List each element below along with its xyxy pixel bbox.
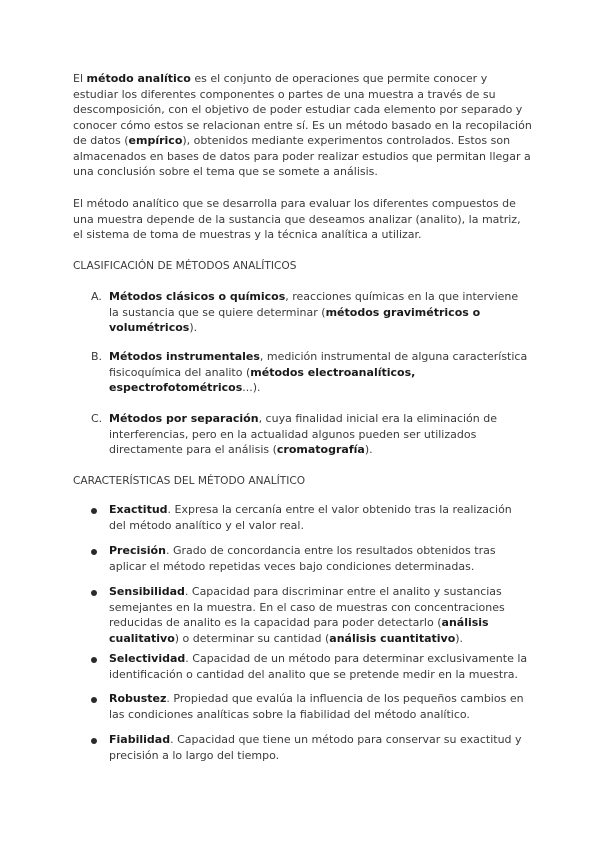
list-marker: C.: [91, 412, 103, 425]
intro-paragraph-2: El método analítico que se desarrolla para evaluar los diferentes compuestos de una muestra depende de la sustancia que deseamos analizar (analito), la matriz, el sistema de toma de muestras y la técnica analítica a utilizar.: [73, 197, 521, 241]
intro-paragraph-1: El método analítico es el conjunto de operaciones que permite conocer y estudiar los diferentes componentes o partes de una muestra a través de su descomposición, con el objetivo de poder estudiar cada elemento por separado y conocer cómo estos se relacionan entre sí. Es un método basado en la recopilación de datos (empírico), obtenidos mediante experimentos controlados. Estos son almacenados en bases de datos para poder realizar estudios que permitan llegar a una conclusión sobre el tema que se somete a análisis.: [73, 72, 532, 178]
bullet-icon: [91, 697, 97, 703]
bullet-icon: [91, 508, 97, 514]
characteristic-item: Fiabilidad. Capacidad que tiene un método para conservar su exactitud y precisión a lo largo del tiempo.: [109, 733, 522, 762]
characteristic-item: Precisión. Grado de concordancia entre los resultados obtenidos tras aplicar el método repetidas veces bajo condiciones determinadas.: [109, 544, 496, 573]
characteristic-item: Robustez. Propiedad que evalúa la influencia de los pequeños cambios en las condiciones analíticas sobre la fiabilidad del método analítico.: [109, 692, 524, 721]
bullet-icon: [91, 590, 97, 596]
characteristics-heading: CARACTERÍSTICAS DEL MÉTODO ANALÍTICO: [73, 475, 306, 487]
bullet-icon: [91, 738, 97, 744]
characteristic-item: Selectividad. Capacidad de un método para determinar exclusivamente la identificación o cantidad del analito que se pretende medir en la muestra.: [109, 652, 528, 681]
bullet-icon: [91, 657, 97, 663]
classification-heading: CLASIFICACIÓN DE MÉTODOS ANALÍTICOS: [73, 260, 297, 272]
list-marker: A.: [91, 290, 102, 303]
characteristic-item: Sensibilidad. Capacidad para discriminar entre el analito y sustancias semejantes en la muestra. En el caso de muestras con concentraciones reducidas de analito es la capacidad para poder detectarlo (análisis cualitativo) o determinar su cantidad (análisis cuantitativo).: [109, 585, 505, 645]
bullet-icon: [91, 549, 97, 555]
classification-item: Métodos por separación, cuya finalidad inicial era la eliminación de interferencias, pero en la actualidad algunos pueden ser utilizados directamente para el análisis (cromatografía).: [109, 412, 497, 456]
classification-item: Métodos clásicos o químicos, reacciones químicas en la que interviene la sustancia que se quiere determinar (métodos gravimétricos o volumétricos).: [109, 290, 519, 334]
characteristic-item: Exactitud. Expresa la cercanía entre el valor obtenido tras la realización del método analítico y el valor real.: [109, 503, 512, 532]
classification-item: Métodos instrumentales, medición instrumental de alguna característica fisicoquímica del analito (métodos electroanalíticos, espectrofotométricos...).: [109, 350, 528, 394]
list-marker: B.: [91, 350, 103, 363]
